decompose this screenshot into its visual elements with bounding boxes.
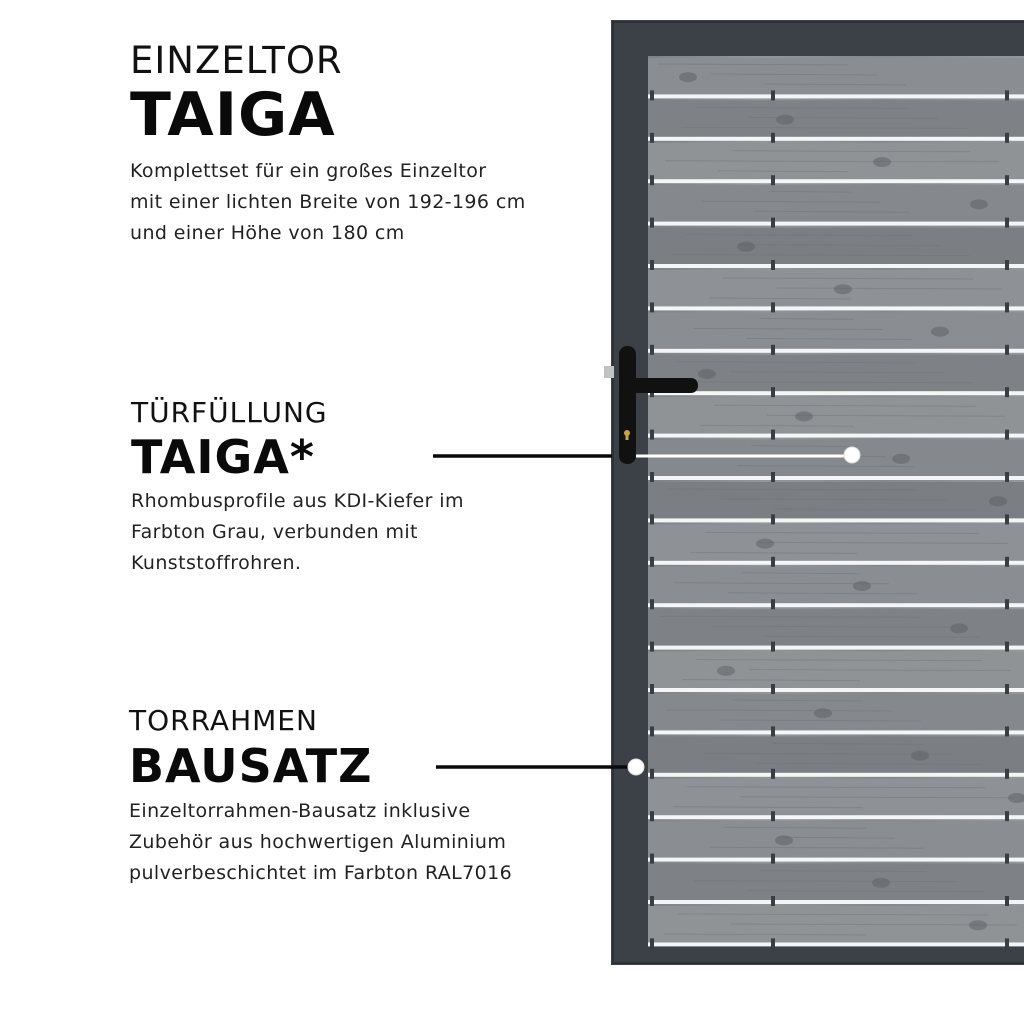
connector-pin <box>771 557 775 569</box>
connector-pin <box>650 302 654 314</box>
connector-pin <box>1005 260 1009 272</box>
wood-knot <box>873 157 891 167</box>
connector-pin <box>771 726 775 738</box>
wood-board <box>648 100 1024 136</box>
frame-line: pulverbeschichtet im Farbton RAL7016 <box>129 862 513 884</box>
connector-pin <box>1005 514 1009 526</box>
wood-boards <box>648 58 1024 950</box>
intro-description <box>130 156 526 249</box>
connector-pin <box>650 811 654 823</box>
wood-knot <box>795 411 813 421</box>
gate-infill <box>648 56 1024 928</box>
connector-pin <box>1005 133 1009 145</box>
wood-knot <box>970 199 988 209</box>
wood-knot <box>872 878 890 888</box>
connector-pin <box>771 260 775 272</box>
board-gap <box>648 476 1024 480</box>
wood-board <box>648 821 1024 857</box>
wood-board <box>648 228 1024 264</box>
wood-board <box>648 143 1024 179</box>
connector-pin <box>1005 642 1009 654</box>
connector-pin <box>771 302 775 314</box>
connector-pin <box>1005 769 1009 781</box>
connector-pin <box>650 642 654 654</box>
wood-board <box>648 609 1024 645</box>
connector-pin <box>771 133 775 145</box>
frame-headline: BAUSATZ <box>129 739 373 793</box>
wood-board <box>648 270 1024 306</box>
connector-pin <box>1005 896 1009 908</box>
wood-knot <box>776 115 794 125</box>
frame-description <box>129 796 512 889</box>
wood-knot <box>775 835 793 845</box>
board-gap <box>648 858 1024 862</box>
wood-board <box>648 58 1024 94</box>
connector-pin <box>1005 726 1009 738</box>
wood-board <box>648 355 1024 391</box>
wood-knot <box>853 581 871 591</box>
wood-knot <box>737 242 755 252</box>
connector-pin <box>771 90 775 102</box>
wood-board <box>648 440 1024 476</box>
infill-line: Kunststoffrohren. <box>131 552 302 574</box>
wood-knot <box>834 284 852 294</box>
connector-pin <box>1005 430 1009 442</box>
wood-knot <box>950 623 968 633</box>
infill-description <box>131 486 464 579</box>
board-gap <box>648 603 1024 607</box>
board-gap <box>648 434 1024 438</box>
connector-pin <box>650 345 654 357</box>
connector-pin <box>771 175 775 187</box>
connector-pin <box>650 472 654 484</box>
intro-eyebrow: EINZELTOR <box>130 39 343 82</box>
connector-pin <box>771 642 775 654</box>
connector-pin <box>771 218 775 230</box>
connector-pin <box>650 769 654 781</box>
connector-pin <box>771 769 775 781</box>
wood-knot <box>1008 793 1024 803</box>
intro-line: und einer Höhe von 180 cm <box>130 222 405 244</box>
wood-board <box>648 185 1024 221</box>
board-gap <box>648 391 1024 395</box>
connector-pin <box>1005 175 1009 187</box>
wood-knot <box>989 496 1007 506</box>
connector-pin <box>1005 557 1009 569</box>
connector-pin <box>1005 599 1009 611</box>
connector-pin <box>650 260 654 272</box>
board-gap <box>648 518 1024 522</box>
connector-pin <box>1005 345 1009 357</box>
connector-pin <box>1005 387 1009 399</box>
connector-pin <box>650 684 654 696</box>
lock-cylinder-icon <box>624 430 630 440</box>
wood-knot <box>717 666 735 676</box>
connector-pin <box>650 514 654 526</box>
infill-section <box>131 396 464 579</box>
connector-pin <box>650 938 654 950</box>
connector-pin <box>1005 302 1009 314</box>
board-gap <box>648 815 1024 819</box>
wood-knot <box>969 920 987 930</box>
intro-line: mit einer lichten Breite von 192-196 cm <box>130 191 526 213</box>
wood-board <box>648 524 1024 560</box>
infill-line: Farbton Grau, verbunden mit <box>131 521 418 543</box>
wood-board <box>648 312 1024 348</box>
infill-line: Rhombusprofile aus KDI-Kiefer im <box>131 490 464 512</box>
connector-pin <box>1005 472 1009 484</box>
wood-board <box>648 694 1024 730</box>
board-gap <box>648 688 1024 692</box>
board-gap <box>648 222 1024 226</box>
wood-knot <box>911 751 929 761</box>
wood-knot <box>698 369 716 379</box>
board-gap <box>648 561 1024 565</box>
connector-pin <box>771 684 775 696</box>
board-gap <box>648 179 1024 183</box>
connector-pin <box>650 387 654 399</box>
wood-board <box>648 779 1024 815</box>
connector-pin <box>650 854 654 866</box>
wood-board <box>648 397 1024 433</box>
wood-knot <box>931 327 949 337</box>
connector-pin <box>771 430 775 442</box>
wood-board <box>648 736 1024 772</box>
connector-pin <box>771 854 775 866</box>
infill-eyebrow: TÜRFÜLLUNG <box>131 396 328 429</box>
intro-section <box>130 40 526 249</box>
frame-section <box>129 704 512 889</box>
connector-pin <box>771 514 775 526</box>
connector-pin <box>650 90 654 102</box>
connector-pin <box>1005 811 1009 823</box>
intro-headline: TAIGA <box>130 80 336 150</box>
connector-pin <box>771 811 775 823</box>
connector-pin <box>650 896 654 908</box>
connector-pin <box>1005 684 1009 696</box>
gate-frame <box>611 20 1024 965</box>
door-handle-icon <box>604 346 698 464</box>
infill-headline: TAIGA* <box>131 430 315 484</box>
connector-pin <box>771 345 775 357</box>
connector-pin <box>1005 218 1009 230</box>
board-gap <box>648 773 1024 777</box>
wood-board <box>648 864 1024 900</box>
connector-pin <box>650 218 654 230</box>
board-gap <box>648 900 1024 904</box>
board-gap <box>648 646 1024 650</box>
connector-pin <box>650 175 654 187</box>
connector-pin <box>650 726 654 738</box>
wood-board <box>648 567 1024 603</box>
connector-pin <box>771 938 775 950</box>
board-gap <box>648 730 1024 734</box>
frame-line: Zubehör aus hochwertigen Aluminium <box>129 831 507 853</box>
wood-board <box>648 906 1024 942</box>
connector-pin <box>1005 90 1009 102</box>
connector-pin <box>771 896 775 908</box>
wood-knot <box>814 708 832 718</box>
wood-board <box>648 652 1024 688</box>
connector-pin <box>771 387 775 399</box>
connector-pin <box>650 557 654 569</box>
intro-line: Komplettset für ein großes Einzeltor <box>130 160 487 182</box>
infill-callout-line <box>433 447 860 463</box>
board-gap <box>648 942 1024 946</box>
wood-board <box>648 482 1024 518</box>
connector-pin <box>771 472 775 484</box>
connector-pin <box>650 599 654 611</box>
connector-pin <box>650 430 654 442</box>
connector-pin <box>1005 854 1009 866</box>
frame-eyebrow: TORRAHMEN <box>129 704 318 737</box>
board-gap <box>648 349 1024 353</box>
board-gap <box>648 306 1024 310</box>
wood-knot <box>679 72 697 82</box>
frame-line: Einzeltorrahmen-Bausatz inklusive <box>129 800 471 822</box>
connector-pin <box>1005 938 1009 950</box>
wood-knot <box>892 454 910 464</box>
connector-pin <box>650 133 654 145</box>
board-gap <box>648 264 1024 268</box>
connector-pin <box>771 599 775 611</box>
wood-knot <box>756 539 774 549</box>
board-gap <box>648 137 1024 141</box>
board-gap <box>648 94 1024 98</box>
